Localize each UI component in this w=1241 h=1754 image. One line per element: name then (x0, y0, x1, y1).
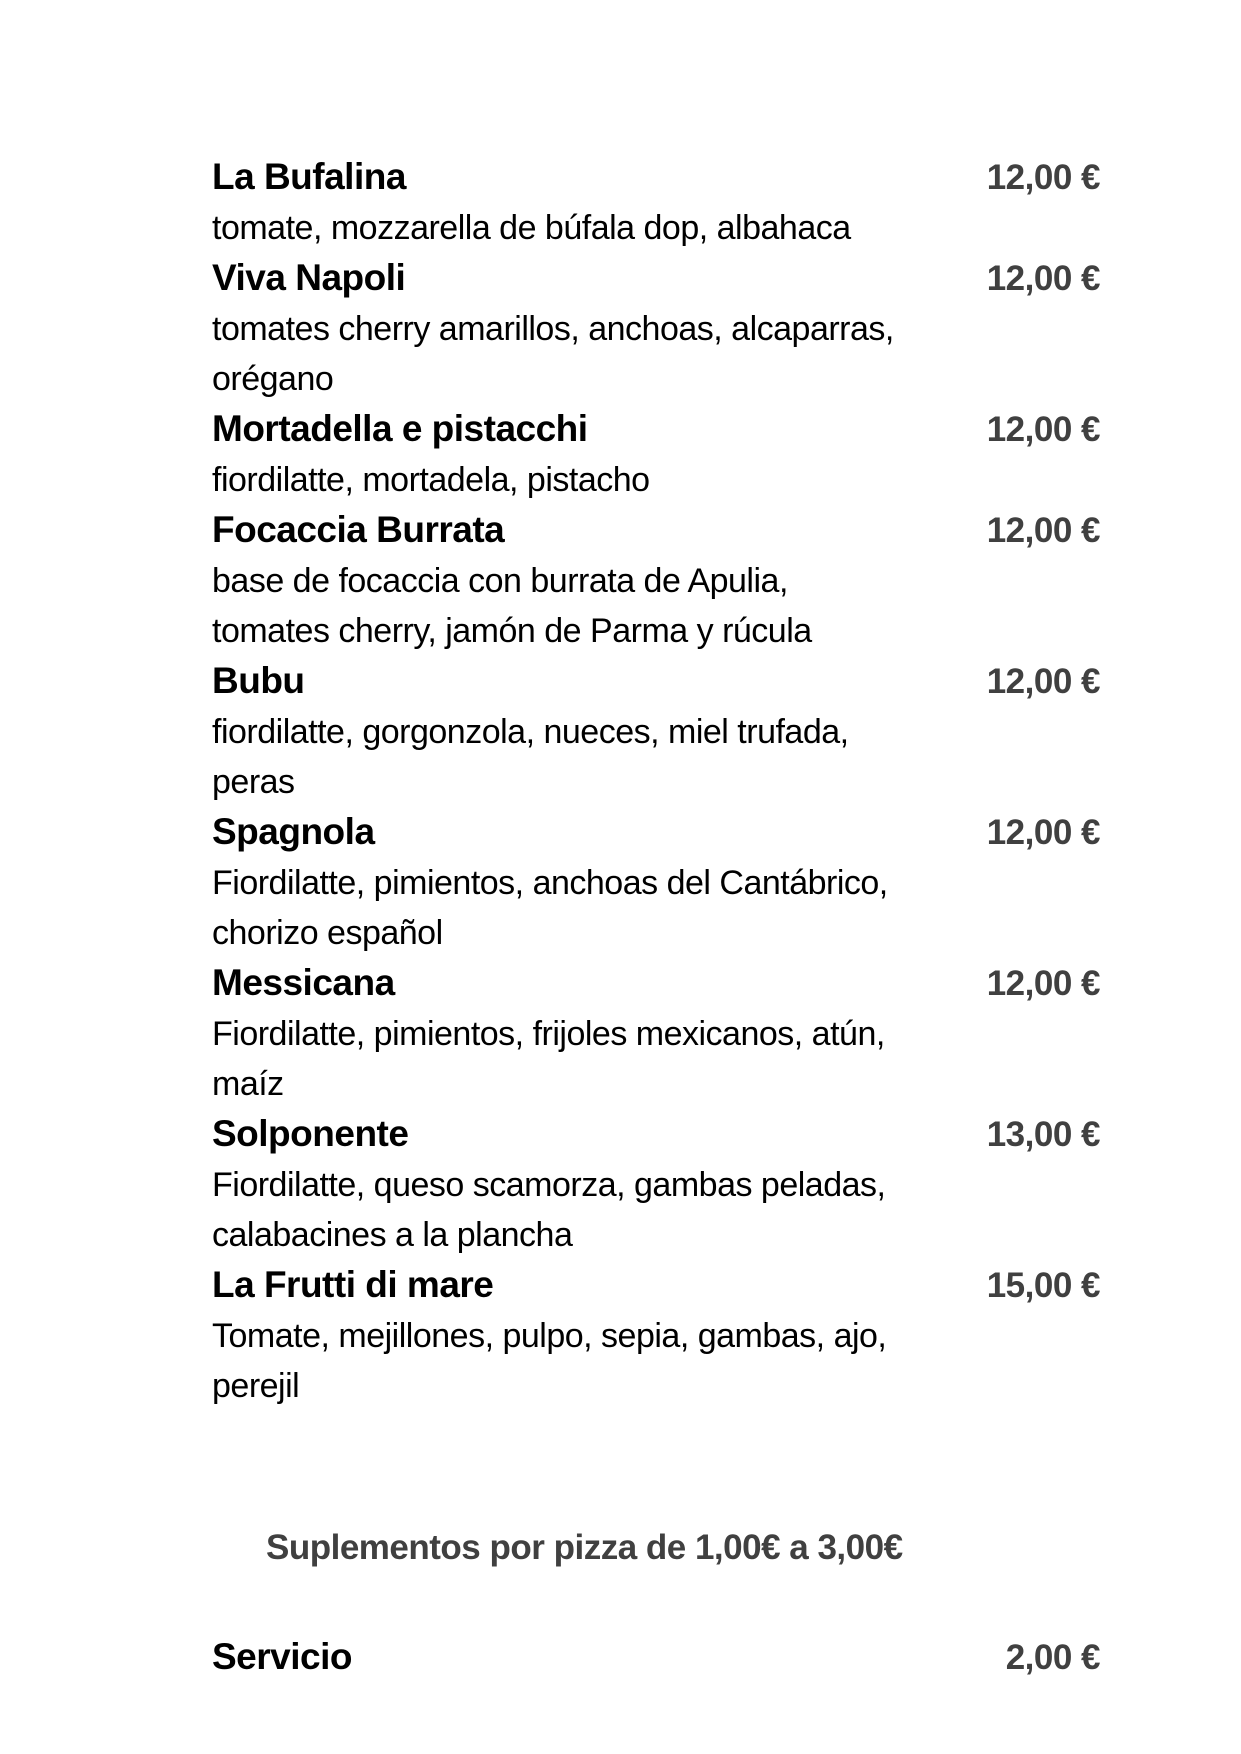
item-descriptions (212, 556, 1100, 656)
item-name: Spagnola (212, 811, 375, 852)
item-description-line: Fiordilatte, pimientos, anchoas del Cantábrico, (212, 864, 888, 902)
item-description-line: tomate, mozzarella de búfala dop, albahaca (212, 209, 851, 247)
item-row (212, 1260, 1100, 1311)
item-name: Bubu (212, 660, 305, 701)
item-description-line: orégano (212, 360, 334, 398)
item-descriptions (212, 304, 1100, 404)
item-name: La Bufalina (212, 156, 406, 197)
item-price: 13,00 € (986, 1115, 1100, 1154)
item-row (212, 656, 1100, 707)
menu-item (212, 404, 1100, 505)
item-description-line: calabacines a la plancha (212, 1216, 573, 1254)
item-name: Mortadella e pistacchi (212, 408, 588, 449)
item-row (212, 253, 1100, 304)
item-description-line: perejil (212, 1367, 300, 1405)
item-descriptions (212, 455, 1100, 505)
item-price: 12,00 € (986, 158, 1100, 197)
item-descriptions (212, 203, 1100, 253)
item-price: 12,00 € (986, 964, 1100, 1003)
item-descriptions (212, 1160, 1100, 1260)
menu-item (212, 1109, 1100, 1260)
item-row (212, 807, 1100, 858)
item-description-line: fiordilatte, mortadela, pistacho (212, 461, 650, 499)
item-description-line: Tomate, mejillones, pulpo, sepia, gambas, ajo, (212, 1317, 887, 1355)
item-description-line: peras (212, 763, 295, 801)
item-description-line: Fiordilatte, pimientos, frijoles mexicanos, atún, (212, 1015, 885, 1053)
item-price: 15,00 € (986, 1266, 1100, 1305)
item-descriptions (212, 707, 1100, 807)
item-price: 12,00 € (986, 662, 1100, 701)
item-row (212, 505, 1100, 556)
item-price: 12,00 € (986, 410, 1100, 449)
item-description-line: tomates cherry amarillos, anchoas, alcaparras, (212, 310, 894, 348)
item-name: Solponente (212, 1113, 409, 1154)
service-row (212, 1632, 1100, 1683)
item-description-line: maíz (212, 1065, 284, 1103)
item-description-line: chorizo español (212, 914, 443, 952)
item-row (212, 1109, 1100, 1160)
menu-item (212, 807, 1100, 958)
item-description-line: Fiordilatte, queso scamorza, gambas peladas, (212, 1166, 886, 1204)
menu-item (212, 253, 1100, 404)
item-description-line: fiordilatte, gorgonzola, nueces, miel trufada, (212, 713, 849, 751)
item-name: Messicana (212, 962, 395, 1003)
menu-item (212, 656, 1100, 807)
service-label: Servicio (212, 1636, 352, 1677)
menu-item (212, 958, 1100, 1109)
item-row (212, 152, 1100, 203)
menu-item (212, 152, 1100, 253)
item-name: Viva Napoli (212, 257, 406, 298)
item-descriptions (212, 1311, 1100, 1411)
item-descriptions (212, 1009, 1100, 1109)
service-price: 2,00 € (1005, 1638, 1100, 1677)
item-price: 12,00 € (986, 259, 1100, 298)
menu-item (212, 1260, 1100, 1411)
item-row (212, 958, 1100, 1009)
pizza-menu-list (212, 152, 1100, 1411)
menu-item (212, 505, 1100, 656)
item-description-line: base de focaccia con burrata de Apulia, (212, 562, 788, 600)
item-price: 12,00 € (986, 511, 1100, 550)
item-descriptions (212, 858, 1100, 958)
supplement-note: Suplementos por pizza de 1,00€ a 3,00€ (266, 1528, 903, 1567)
item-name: Focaccia Burrata (212, 509, 505, 550)
item-description-line: tomates cherry, jamón de Parma y rúcula (212, 612, 812, 650)
item-name: La Frutti di mare (212, 1264, 494, 1305)
item-row (212, 404, 1100, 455)
item-price: 12,00 € (986, 813, 1100, 852)
